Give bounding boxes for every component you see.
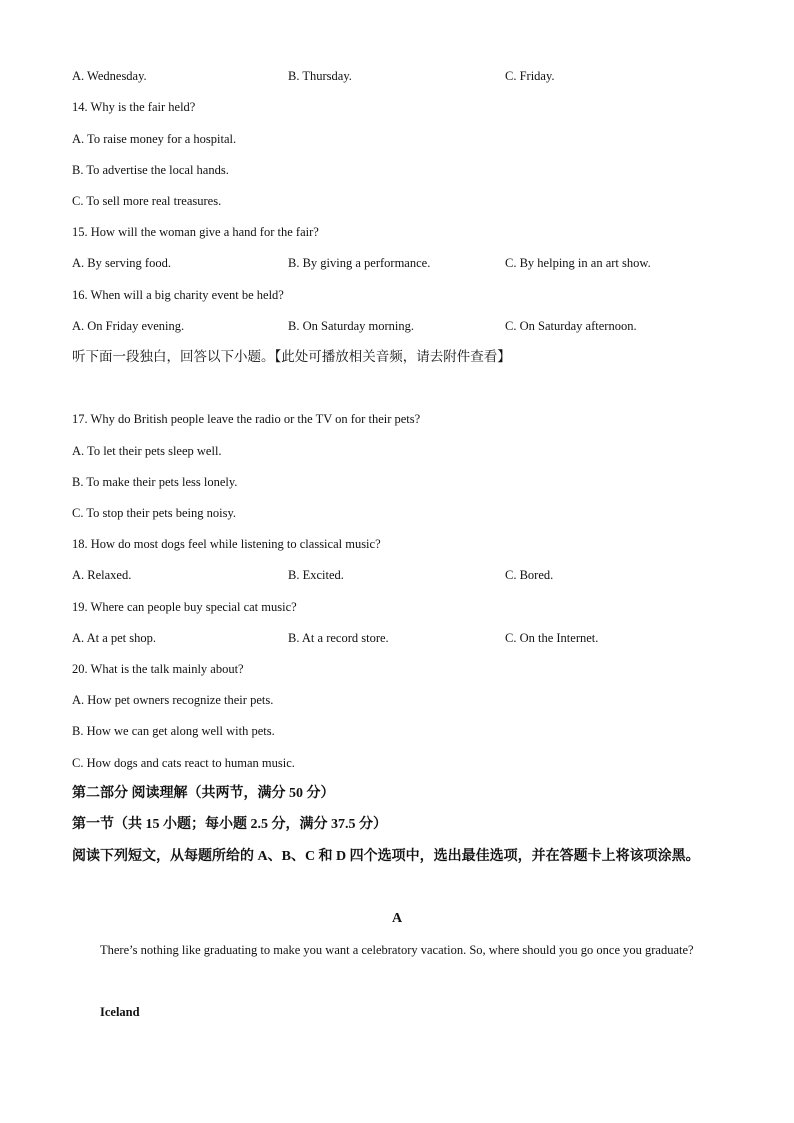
- q18-question: 18. How do most dogs feel while listening to classical music?: [72, 537, 381, 551]
- q19-question: 19. Where can people buy special cat music?: [72, 600, 297, 614]
- q16-option-c: C. On Saturday afternoon.: [505, 319, 637, 333]
- q13-option-c: C. Friday.: [505, 69, 555, 83]
- q13-option-a: A. Wednesday.: [72, 69, 147, 83]
- q19-option-c: C. On the Internet.: [505, 631, 599, 645]
- q18-option-b: B. Excited.: [288, 568, 344, 582]
- q17-question: 17. Why do British people leave the radio or the TV on for their pets?: [72, 412, 421, 426]
- q19-option-a: A. At a pet shop.: [72, 631, 157, 645]
- q14-option-c: C. To sell more real treasures.: [72, 194, 222, 208]
- q13-option-b: B. Thursday.: [288, 69, 352, 83]
- q16-option-b: B. On Saturday morning.: [288, 319, 415, 333]
- q14-option-a: A. To raise money for a hospital.: [72, 132, 237, 146]
- q14-question: 14. Why is the fair held?: [72, 100, 196, 114]
- q18-option-c: C. Bored.: [505, 568, 554, 582]
- part2-heading: 第二部分 阅读理解（共两节，满分 50 分）: [72, 786, 335, 801]
- listening-instruction: 听下面一段独白，回答以下小题。【此处可播放相关音频，请去附件查看】: [72, 349, 511, 364]
- q15-question: 15. How will the woman give a hand for the fair?: [72, 225, 319, 239]
- passage-label: A: [391, 911, 403, 926]
- q20-option-b: B. How we can get along well with pets.: [72, 724, 275, 738]
- q16-option-a: A. On Friday evening.: [72, 319, 185, 333]
- q17-option-a: A. To let their pets sleep well.: [72, 444, 222, 458]
- q17-option-b: B. To make their pets less lonely.: [72, 475, 238, 489]
- q15-option-b: B. By giving a performance.: [288, 256, 431, 270]
- q17-option-c: C. To stop their pets being noisy.: [72, 506, 237, 520]
- q15-option-c: C. By helping in an art show.: [505, 256, 651, 270]
- q20-option-c: C. How dogs and cats react to human music.: [72, 756, 295, 770]
- reading-directions: 阅读下列短文，从每题所给的 A、B、C 和 D 四个选项中，选出最佳选项，并在答题卡上将该项涂黑。: [72, 849, 700, 864]
- section1-heading: 第一节（共 15 小题；每小题 2.5 分，满分 37.5 分）: [72, 817, 387, 832]
- passage-paragraph: There’s nothing like graduating to make you want a celebratory vacation. So, where should you go once you graduate?: [100, 943, 694, 957]
- q14-option-b: B. To advertise the local hands.: [72, 163, 229, 177]
- q15-option-a: A. By serving food.: [72, 256, 171, 270]
- q19-option-b: B. At a record store.: [288, 631, 389, 645]
- passage-subheading: Iceland: [100, 1005, 140, 1019]
- q20-option-a: A. How pet owners recognize their pets.: [72, 693, 274, 707]
- q18-option-a: A. Relaxed.: [72, 568, 132, 582]
- q20-question: 20. What is the talk mainly about?: [72, 662, 244, 676]
- q16-question: 16. When will a big charity event be held?: [72, 288, 284, 302]
